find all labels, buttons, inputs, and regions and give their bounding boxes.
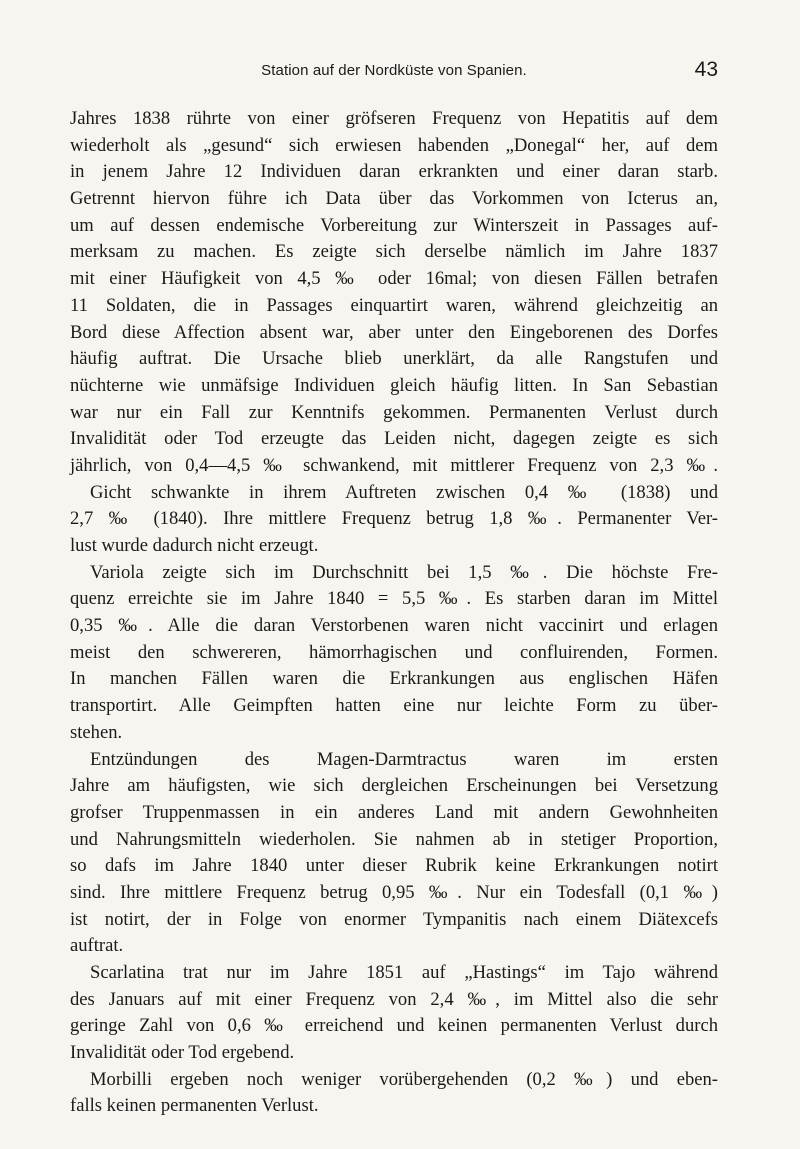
text-line: lust wurde dadurch nicht erzeugt. [70, 535, 319, 556]
page-number: 43 [694, 58, 718, 81]
text-line: Jahres 1838 rührte von einer gröfseren Frequenz von Hepatitis auf dem [70, 108, 718, 129]
text-line: Bord diese Affection absent war, aber unter den Eingeborenen des Dorfes [70, 321, 718, 343]
text-line: sind. Ihre mittlere Frequenz betrug 0,95 ‰. Nur ein Todesfall (0,1 ‰) [70, 881, 718, 903]
text-line: merksam zu machen. Es zeigte sich derselbe nämlich im Jahre 1837 [70, 241, 718, 263]
text-line: war nur ein Fall zur Kenntnifs gekommen. Permanenten Verlust durch [70, 401, 718, 423]
text-line: 0,35 ‰. Alle die daran Verstorbenen waren nicht vaccinirt und erlagen [70, 615, 718, 637]
text-line: geringe Zahl von 0,6 ‰ erreichend und keinen permanenten Verlust durch [70, 1015, 718, 1037]
text-line: auftrat. [70, 935, 124, 957]
running-head: Station auf der Nordküste von Spanien. [261, 62, 527, 79]
text-line: grofser Truppenmassen in ein anderes Land mit andern Gewohnheiten [70, 801, 718, 823]
text-line: wiederholt als „gesund“ sich erwiesen habenden „Donegal“ her, auf dem [70, 134, 718, 156]
text-line: transportirt. Alle Geimpften hatten eine nur leichte Form zu über- [70, 695, 718, 717]
page-header [70, 58, 718, 88]
text-line: jährlich, von 0,4—4,5 ‰ schwankend, mit mittlerer Frequenz von 2,3 ‰. [70, 454, 718, 476]
text-line: Scarlatina trat nur im Jahre 1851 auf „Hastings“ im Tajo während [90, 962, 718, 983]
text-line: quenz erreichte sie im Jahre 1840 = 5,5 ‰. Es starben daran im Mittel [70, 588, 718, 610]
text-line: des Januars auf mit einer Frequenz von 2,4 ‰, im Mittel also die sehr [70, 988, 718, 1010]
text-line: Variola zeigte sich im Durchschnitt bei 1,5 ‰. Die höchste Fre- [90, 561, 718, 583]
text-line: falls keinen permanenten Verlust. [70, 1095, 319, 1117]
text-line: Gicht schwankte in ihrem Auftreten zwischen 0,4 ‰ (1838) und [90, 481, 718, 503]
text-line: ist notirt, der in Folge von enormer Tympanitis nach einem Diätexcefs [70, 908, 718, 930]
text-line: 2,7 ‰ (1840). Ihre mittlere Frequenz betrug 1,8 ‰. Permanenter Ver- [70, 508, 718, 530]
text-line: Morbilli ergeben noch weniger vorübergehenden (0,2 ‰) und eben- [90, 1068, 718, 1090]
text-line: und Nahrungsmitteln wiederholen. Sie nahmen ab in stetiger Proportion, [70, 828, 718, 850]
text-line: 11 Soldaten, die in Passages einquartirt waren, während gleichzeitig an [70, 294, 718, 316]
text-line: Invalidität oder Tod erzeugte das Leiden nicht, dagegen zeigte es sich [70, 428, 718, 450]
text-line: Entzündungen des Magen-Darmtractus waren im ersten [90, 748, 718, 770]
text-line: mit einer Häufigkeit von 4,5 ‰ oder 16mal; von diesen Fällen betrafen [70, 268, 718, 290]
text-line: um auf dessen endemische Vorbereitung zur Winterszeit in Passages auf- [70, 214, 718, 236]
text-line: nüchterne wie unmäfsige Individuen gleich häufig litten. In San Sebastian [70, 374, 718, 396]
body-text [70, 106, 718, 1120]
text-line: In manchen Fällen waren die Erkrankungen aus englischen Häfen [70, 668, 718, 690]
text-line: Getrennt hiervon führe ich Data über das Vorkommen von Icterus an, [70, 188, 718, 210]
text-line: in jenem Jahre 12 Individuen daran erkrankten und einer daran starb. [70, 161, 718, 183]
text-line: so dafs im Jahre 1840 unter dieser Rubrik keine Erkrankungen notirt [70, 855, 718, 877]
text-line: häufig auftrat. Die Ursache blieb unerklärt, da alle Rangstufen und [70, 348, 718, 370]
text-line: Invalidität oder Tod ergebend. [70, 1042, 295, 1064]
text-line: Jahre am häufigsten, wie sich dergleichen Erscheinungen bei Versetzung [70, 775, 718, 797]
text-line: stehen. [70, 721, 123, 743]
text-line: meist den schwereren, hämorrhagischen und confluirenden, Formen. [70, 641, 718, 663]
